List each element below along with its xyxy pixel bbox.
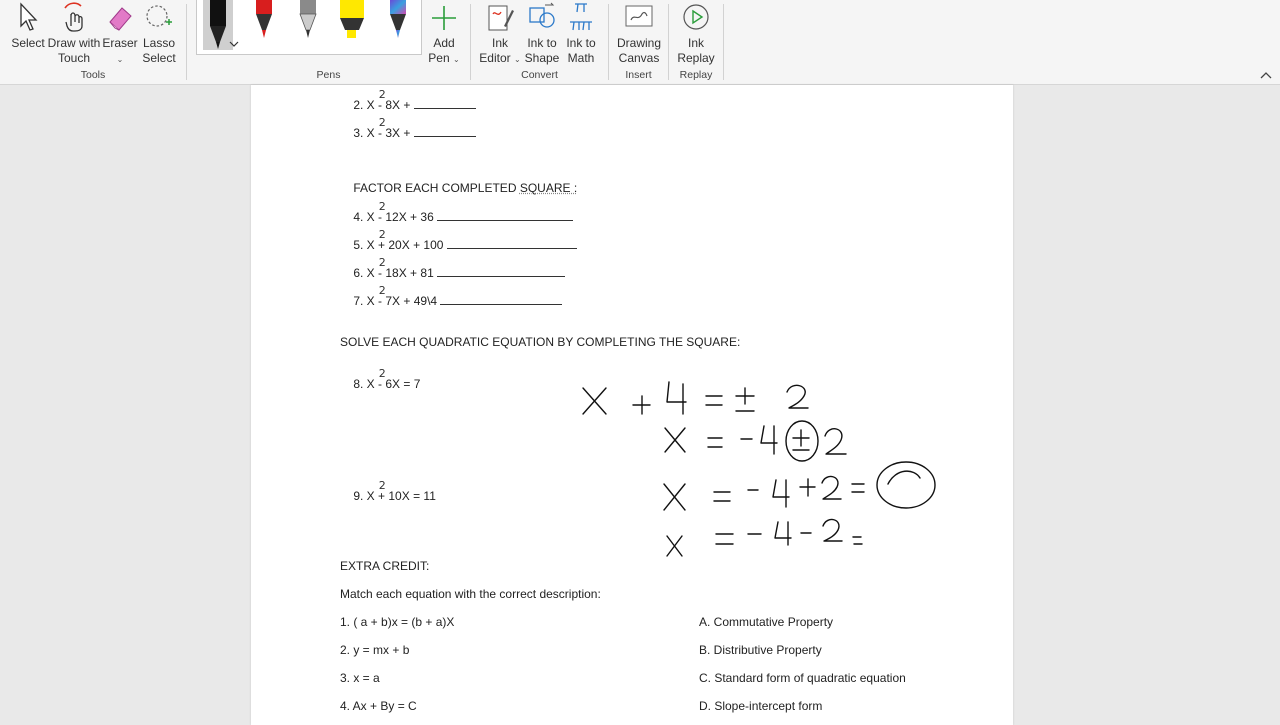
- insert-group-label: Insert: [625, 69, 652, 81]
- match-description-c: C. Standard form of quadratic equation: [699, 671, 906, 685]
- answer-blank: [414, 125, 476, 137]
- replay-group-label: Replay: [679, 69, 713, 81]
- tools-group-label: Tools: [80, 69, 106, 81]
- match-equation-1: 1. ( a + b)x = (b + a)X: [340, 615, 455, 629]
- group-divider: [723, 4, 724, 80]
- tools-group: [0, 0, 186, 84]
- cursor-arrow-icon: [17, 2, 39, 32]
- chevron-down-icon: ⌄: [514, 55, 521, 64]
- match-equation-3: 3. x = a: [340, 671, 380, 685]
- question-5: 5. X 2 + 20X + 100: [340, 223, 577, 266]
- match-equation-4: 4. Ax + By = C: [340, 699, 417, 713]
- lasso-select-button[interactable]: Lasso Select: [139, 0, 179, 66]
- answer-blank: [440, 293, 562, 305]
- document-page[interactable]: [251, 85, 1013, 725]
- highlighter-yellow-icon: [337, 0, 367, 52]
- question-8: 8. X 2 - 6X = 7: [353, 367, 421, 391]
- hand-touch-icon: [61, 2, 87, 32]
- question-2: 2. X 2 - 8X +: [340, 83, 476, 126]
- answer-blank: [414, 97, 476, 109]
- ink-to-math-icon: [566, 2, 596, 32]
- galaxy-pen[interactable]: [383, 0, 413, 50]
- select-button[interactable]: Select: [8, 0, 48, 51]
- chevron-down-icon: ⌄: [453, 55, 460, 64]
- ink-editor-button[interactable]: Ink Editor ⌄: [478, 0, 522, 67]
- gray-pencil[interactable]: [293, 0, 323, 50]
- drawing-canvas-button[interactable]: Drawing Canvas: [615, 0, 663, 66]
- plus-icon: [430, 4, 458, 32]
- eraser-button[interactable]: Eraser ⌄: [100, 0, 140, 67]
- ribbon-draw-tab: [0, 0, 1280, 85]
- pens-group-label: Pens: [316, 69, 341, 81]
- question-9: 9. X 2 + 10X = 11: [353, 479, 436, 503]
- question-7: 7. X 2 - 7X + 49\4: [340, 279, 562, 322]
- match-description-a: A. Commutative Property: [699, 615, 834, 629]
- ink-replay-button[interactable]: Ink Replay: [675, 0, 717, 66]
- lasso-icon: [144, 2, 174, 32]
- red-felt-pen[interactable]: [249, 0, 279, 50]
- ink-to-shape-button[interactable]: Ink to Shape: [522, 0, 562, 66]
- question-3: 3. X 2 - 3X +: [340, 111, 476, 154]
- convert-group-label: Convert: [521, 69, 558, 81]
- extra-credit-heading: EXTRA CREDIT:: [340, 559, 430, 573]
- solve-heading: SOLVE EACH QUADRATIC EQUATION BY COMPLETING THE SQUARE:: [340, 335, 741, 349]
- insert-group: [609, 0, 668, 84]
- answer-blank: [437, 265, 565, 277]
- factor-heading: FACTOR EACH COMPLETED SQUARE :: [353, 181, 578, 195]
- pen-options-chevron-icon[interactable]: [229, 40, 239, 48]
- drawing-canvas-icon: [624, 4, 654, 32]
- yellow-highlighter[interactable]: [337, 0, 367, 50]
- answer-blank: [447, 237, 577, 249]
- eraser-icon: [106, 4, 134, 32]
- ink-replay-icon: [681, 2, 711, 32]
- replay-group: [669, 0, 723, 84]
- pen-gallery: [196, 0, 422, 55]
- ink-to-math-button[interactable]: Ink to Math: [561, 0, 601, 66]
- collapse-ribbon-icon[interactable]: [1260, 70, 1272, 80]
- ink-to-shape-icon: [527, 2, 557, 32]
- question-6: 6. X 2 - 18X + 81: [340, 251, 565, 294]
- question-4: 4. X 2 - 12X + 36: [340, 195, 573, 238]
- match-description-b: B. Distributive Property: [699, 643, 822, 657]
- ink-editor-icon: [486, 2, 514, 32]
- draw-with-touch-button[interactable]: Draw with Touch: [47, 0, 101, 66]
- pencil-gray-icon: [293, 0, 323, 52]
- chevron-down-icon: ⌄: [116, 55, 124, 64]
- match-description-d: D. Slope-intercept form: [699, 699, 823, 713]
- match-instructions: Match each equation with the correct description:: [340, 587, 601, 601]
- felt-pen-red-icon: [249, 0, 279, 52]
- match-equation-2: 2. y = mx + b: [340, 643, 410, 657]
- add-pen-button[interactable]: Add Pen ⌄: [424, 0, 464, 67]
- galaxy-pen-icon: [383, 0, 413, 52]
- answer-blank: [437, 209, 573, 221]
